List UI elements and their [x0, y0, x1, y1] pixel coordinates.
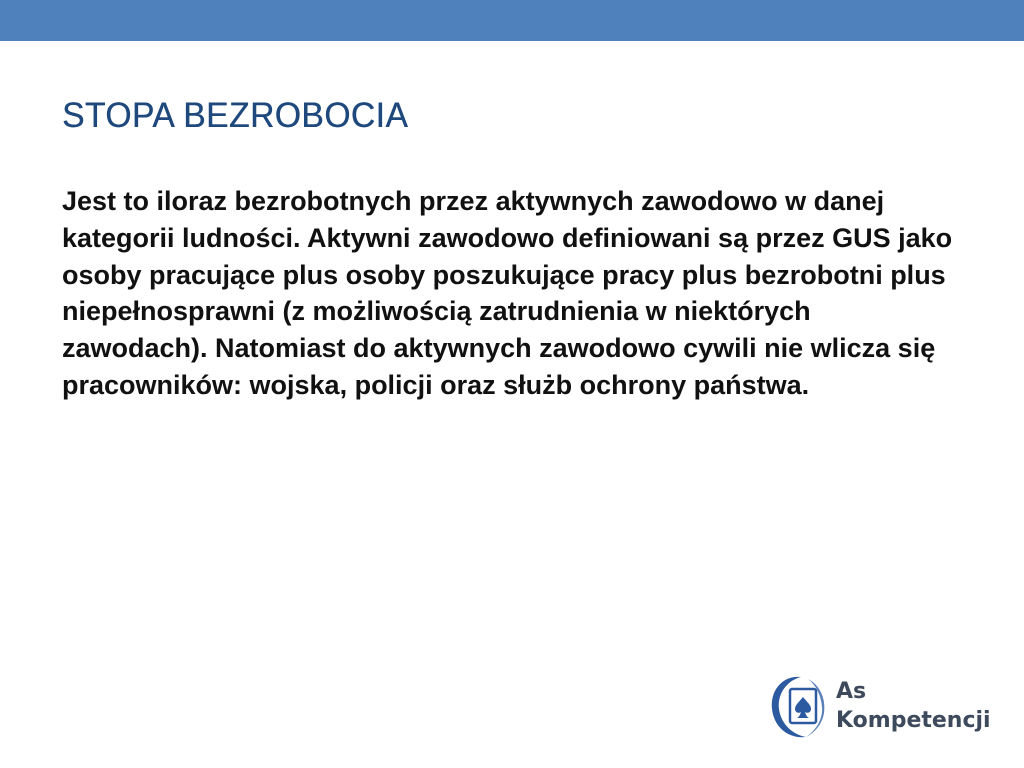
- slide-title: STOPA BEZROBOCIA: [62, 96, 409, 135]
- logo-line-1: As: [836, 679, 867, 704]
- as-kompetencji-logo: [768, 671, 998, 743]
- spade-card-icon: [768, 671, 830, 743]
- slide-body-text: Jest to iloraz bezrobotnych przez aktywnych zawodowo w danej kategorii ludności. Aktywni zawodowo definiowani są przez GUS jako osoby pracujące plus osoby poszukujące pracy plus bezrobotni plus niepełnosprawni (z możliwością zatrudnienia w niektórych zawodach). Natomiast do aktywnych zawodowo cywili nie wlicza się pracowników: wojska, policji oraz służb ochrony państwa.: [62, 186, 953, 400]
- top-accent-bar: [0, 0, 1024, 41]
- logo-wordmark: [836, 677, 991, 735]
- logo-line-2: Kompetencji: [836, 708, 991, 733]
